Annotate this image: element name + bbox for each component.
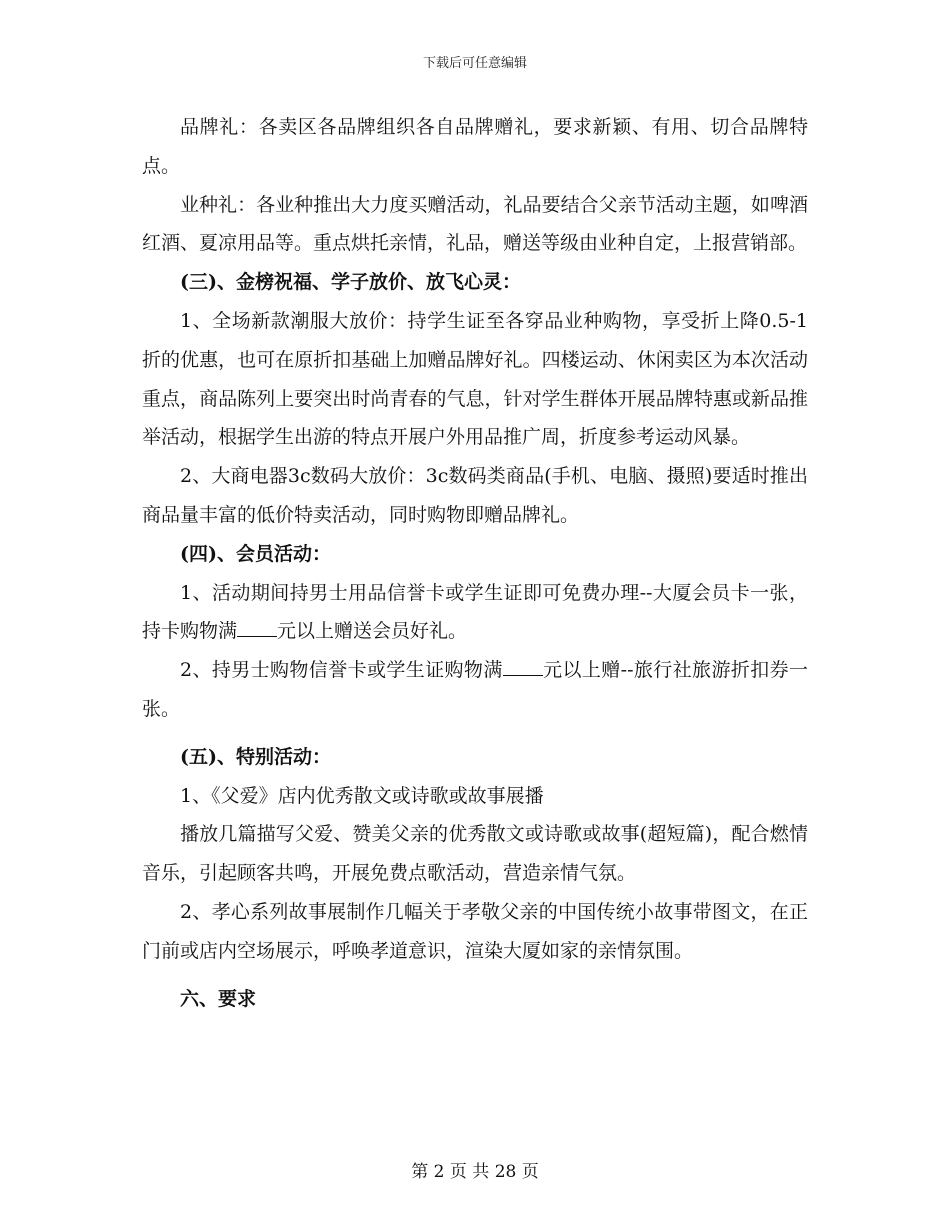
paragraph-travel-coupon xyxy=(142,651,808,729)
paragraph-father-love-broadcast: 1、《父爱》店内优秀散文或诗歌或故事展播 xyxy=(180,784,544,807)
document-body xyxy=(142,108,808,1018)
blank-amount xyxy=(503,657,543,676)
section-heading-5: (五)、特别活动： xyxy=(180,745,331,768)
paragraph-electronics-discount: 2、大商电器3c数码大放价：3c数码类商品(手机、电脑、摄照)要适时推出商品量丰富的低价特卖活动，同时购物即赠品牌礼。 xyxy=(142,465,808,526)
member-card-text-a: 1、活动期间持男士用品信誉卡或学生证即可免费办理--大厦会员卡一张，持卡购物满 xyxy=(142,581,808,643)
paragraph-filial-story-exhibit: 2、孝心系列故事展制作几幅关于孝敬父亲的中国传统小故事带图文，在正门前或店内空场展示，呼唤孝道意识，渲染大厦如家的亲情氛围。 xyxy=(142,900,808,962)
section-heading-4: (四)、会员活动： xyxy=(180,542,331,565)
section-heading-3: (三)、金榜祝福、学子放价、放飞心灵： xyxy=(180,271,521,294)
page-header: 下载后可任意编辑 xyxy=(422,56,527,71)
member-card-text-b: 元以上赠送会员好礼。 xyxy=(277,620,468,643)
paragraph-broadcast-detail: 播放几篇描写父爱、赞美父亲的优秀散文或诗歌或故事(超短篇)，配合燃情音乐，引起顾客共鸣，开展免费点歌活动，营造亲情气氛。 xyxy=(142,823,808,885)
paragraph-member-card xyxy=(142,574,808,652)
paragraph-fashion-discount: 1、全场新款潮服大放价：持学生证至各穿品业种购物，享受折上降0.5-1折的优惠，也可在原折扣基础上加赠品牌好礼。四楼运动、休闲卖区为本次活动重点，商品陈列上要突出时尚青春的气息，针对学生群体开展品牌特惠或新品推举活动，根据学生出游的特点开展户外用品推广周，折度参考运动风暴。 xyxy=(142,309,808,449)
page-footer: 第 2 页 共 28 页 xyxy=(411,1162,539,1182)
section-heading-6: 六、要求 xyxy=(180,987,257,1010)
travel-coupon-text-a: 2、持男士购物信誉卡或学生证购物满 xyxy=(180,659,503,682)
paragraph-industry-gift: 业种礼：各业种推出大力度买赠活动，礼品要结合父亲节活动主题，如啤酒红酒、夏凉用品等。重点烘托亲情，礼品，赠送等级由业种自定，上报营销部。 xyxy=(142,193,808,255)
paragraph-brand-gift: 品牌礼：各卖区各品牌组织各自品牌赠礼，要求新颖、有用、切合品牌特点。 xyxy=(142,116,808,177)
travel-coupon-text-b: 元以上赠--旅行社旅游折扣券一张。 xyxy=(142,659,809,720)
blank-amount xyxy=(237,618,277,637)
